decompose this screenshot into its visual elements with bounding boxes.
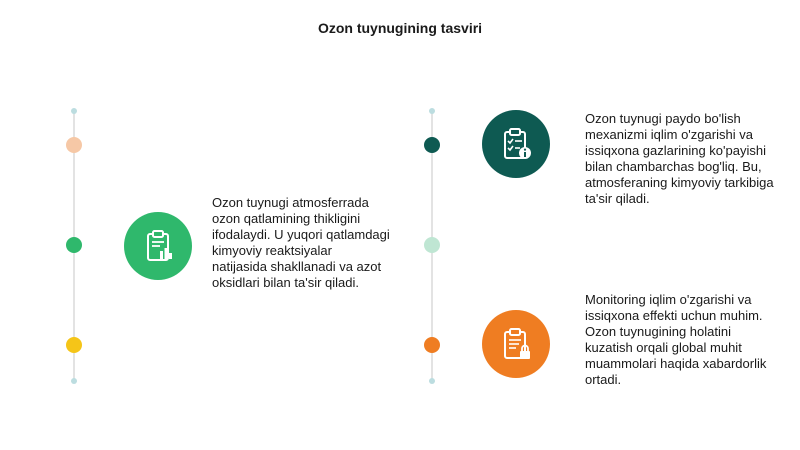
card-text-3: Monitoring iqlim o'zgarishi va issiqxona effekti uchun muhim. Ozon tuynugining holatini kuzatish orqali global muhit muammolari haqida xabardorlik ortadi. bbox=[585, 292, 767, 387]
left-timeline-top-tick bbox=[71, 108, 77, 114]
card-text-1: Ozon tuynugi atmosferrada ozon qatlamining thikligini ifodalaydi. U yuqori qatlamdagi kimyoviy reaktsiyalar natijasida shakllanadi va azot oksidlari bilan ta'sir qiladi. bbox=[212, 195, 390, 290]
right-timeline-dot-teal bbox=[424, 137, 440, 153]
right-timeline-top-tick bbox=[429, 108, 435, 114]
right-timeline-dot-orange bbox=[424, 337, 440, 353]
clipboard-info-icon bbox=[482, 110, 550, 178]
left-timeline-dot-peach bbox=[66, 137, 82, 153]
left-timeline-bottom-tick bbox=[71, 378, 77, 384]
card-text-2: Ozon tuynugi paydo bo'lish mexanizmi iqlim o'zgarishi va issiqxona gazlarining ko'payishi bilan chambarchas bog'liq. Bu, atmosferaning kimyoviy tarkibiga ta'sir qiladi. bbox=[585, 111, 774, 206]
right-timeline-bottom-tick bbox=[429, 378, 435, 384]
left-timeline-dot-green bbox=[66, 237, 82, 253]
clipboard-chart-icon bbox=[124, 212, 192, 280]
clipboard-lock-icon bbox=[482, 310, 550, 378]
right-timeline-dot-mint bbox=[424, 237, 440, 253]
left-timeline-dot-yellow bbox=[66, 337, 82, 353]
diagram-title: Ozon tuynugining tasviri bbox=[317, 20, 483, 36]
